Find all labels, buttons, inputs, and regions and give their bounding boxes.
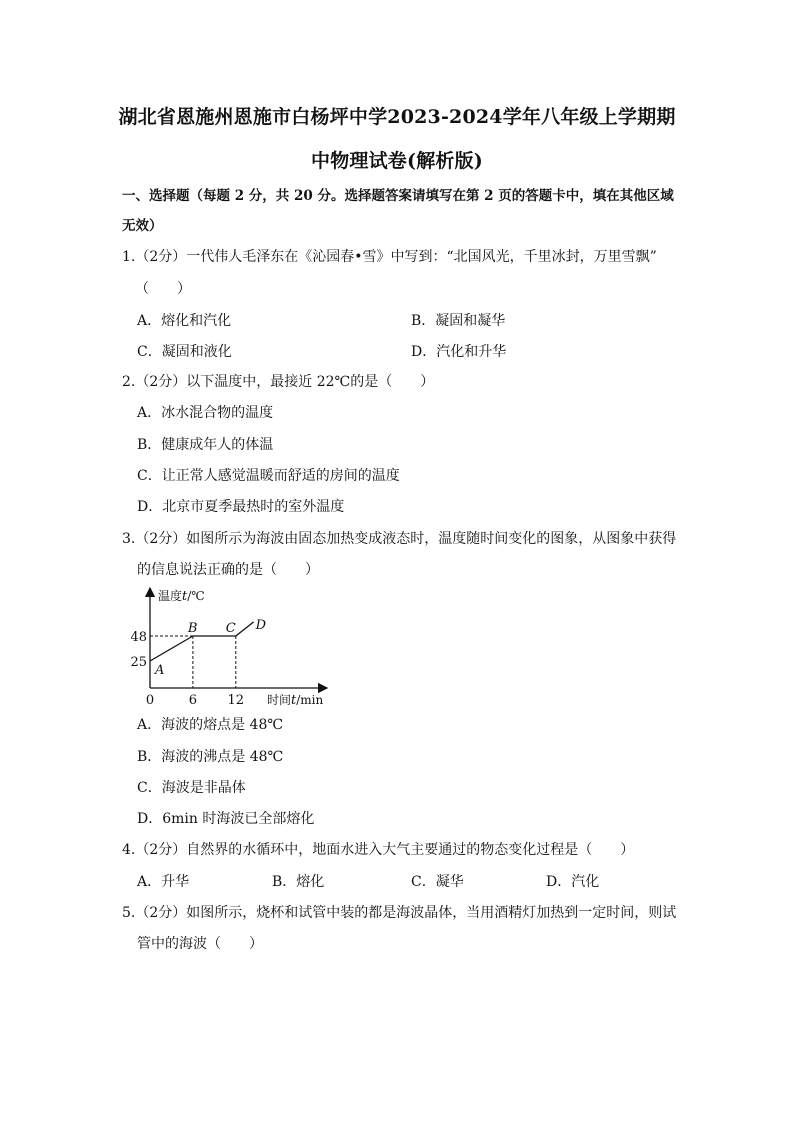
q1-option-d: D．汽化和升华	[411, 344, 507, 360]
q2-option-d: D．北京市夏季最热时的室外温度	[137, 499, 345, 515]
q4-option-b: B．熔化	[272, 874, 325, 890]
q4-option-a: A．升华	[137, 874, 190, 890]
q4-option-d: D．汽化	[546, 874, 600, 890]
segment-cd	[236, 622, 254, 636]
question-3-text-cont: 的信息说法正确的是（ ）	[137, 562, 319, 578]
q2-option-a: A．冰水混合物的温度	[137, 405, 274, 421]
question-4-text: 4.（2分）自然界的水循环中，地面水进入大气主要通过的物态变化过程是（ ）	[122, 842, 635, 858]
q2-option-c: C．让正常人感觉温暖而舒适的房间的温度	[137, 468, 400, 484]
point-label-c: C	[225, 621, 236, 636]
y-axis-label: 温度t/℃	[158, 589, 205, 604]
point-label-a: A	[155, 663, 165, 678]
q1-option-c: C．凝固和液化	[137, 344, 232, 360]
question-2-text: 2.（2分）以下温度中，最接近 22℃的是（ ）	[122, 374, 435, 390]
x-axis-label: 时间t/min	[267, 693, 324, 708]
x-tick-6: 6	[188, 693, 198, 708]
question-1-paren: （ ）	[135, 281, 191, 297]
q3-option-d: D．6min 时海波已全部熔化	[137, 811, 315, 827]
q1-option-b: B．凝固和凝华	[411, 313, 506, 329]
y-tick-25: 25	[130, 655, 147, 670]
temperature-time-graph	[130, 582, 340, 714]
q3-option-a: A．海波的熔点是 48℃	[137, 717, 284, 733]
exam-title-line1: 湖北省恩施州恩施市白杨坪中学2023-2024学年八年级上学期期	[118, 106, 676, 128]
exam-title-line2: 中物理试卷(解析版)	[311, 150, 483, 172]
question-1-text: 1.（2分）一代伟人毛泽东在《沁园春•雪》中写到：“北国风光，千里冰封，万里雪飘”	[122, 249, 657, 265]
x-tick-12: 12	[227, 693, 245, 708]
question-5-text-cont: 管中的海波（ ）	[137, 936, 263, 952]
q2-option-b: B．健康成年人的体温	[137, 437, 274, 453]
question-3-text: 3.（2分）如图所示为海波由固态加热变成液态时，温度随时间变化的图象，从图象中获得	[122, 531, 677, 547]
point-label-b: B	[187, 621, 198, 636]
section-heading-line1: 一、选择题（每题 2 分，共 20 分。选择题答案请填写在第 2 页的答题卡中，填在其他区域	[122, 188, 674, 204]
q1-option-a: A．熔化和汽化	[137, 313, 232, 329]
q3-option-c: C．海波是非晶体	[137, 780, 246, 796]
section-heading-line2: 无效）	[122, 218, 163, 234]
question-5-text: 5.（2分）如图所示，烧杯和试管中装的都是海波晶体，当用酒精灯加热到一定时间，则试	[122, 905, 677, 921]
point-label-d: D	[255, 617, 267, 633]
segment-ab	[150, 636, 193, 661]
q4-option-c: C．凝华	[411, 874, 464, 890]
y-tick-48: 48	[130, 630, 147, 645]
origin-label: 0	[145, 693, 155, 708]
q3-option-b: B．海波的沸点是 48℃	[137, 749, 284, 765]
